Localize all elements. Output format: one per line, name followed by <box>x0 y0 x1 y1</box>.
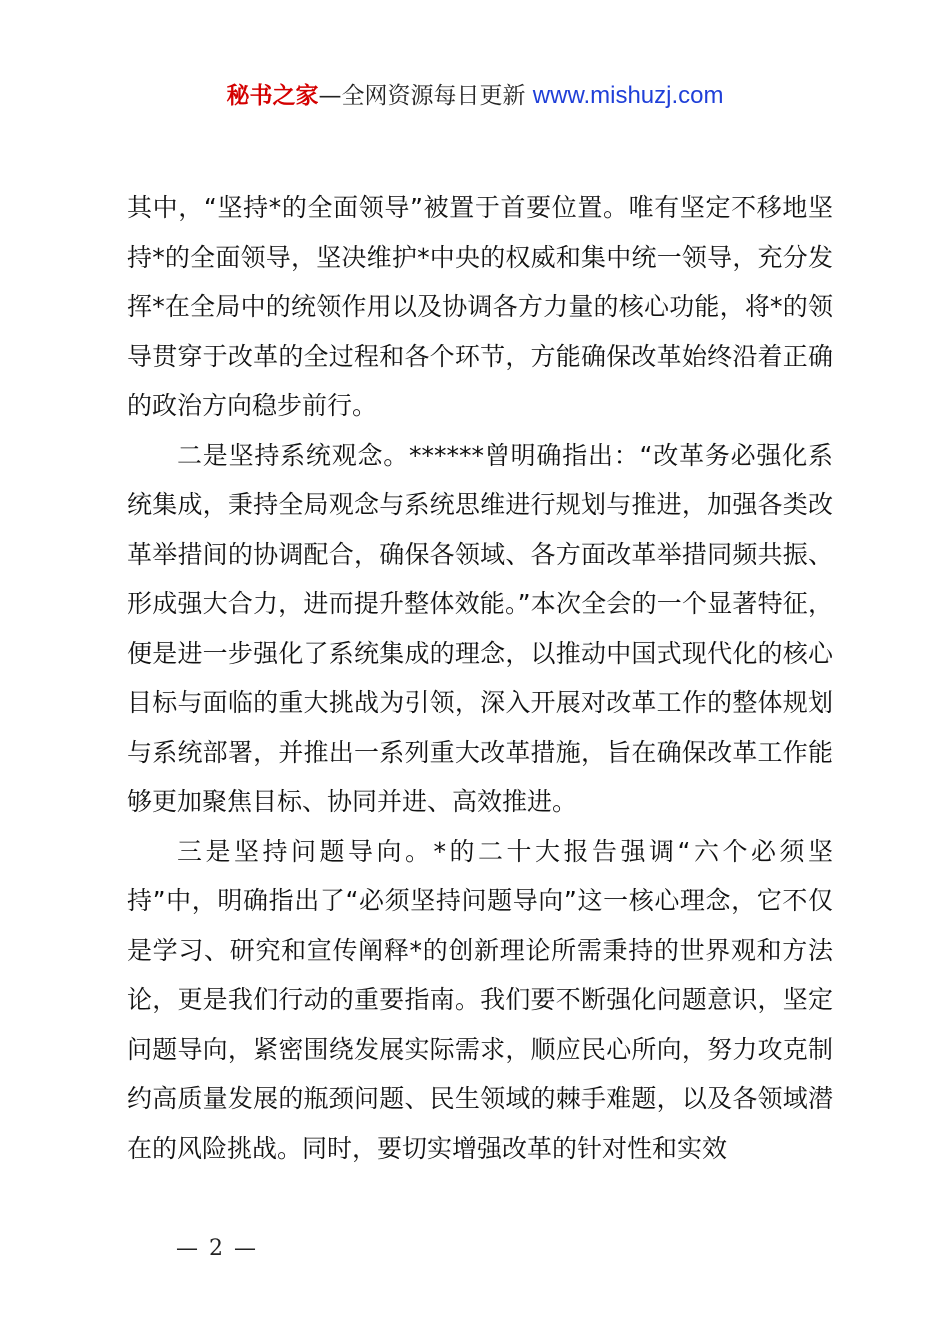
page-number: — 2 — <box>176 1236 258 1261</box>
paragraph-continuation: 其中，“坚持*的全面领导”被置于首要位置。唯有坚定不移地坚持*的全面领导，坚决维护*中央的权威和集中统一领导，充分发挥*在全局中的统领作用以及协调各方力量的核心功能，将*的领导贯穿于改革的全过程和各个环节，方能确保改革始终沿着正确的政治方向稳步前行。 <box>127 193 833 420</box>
paragraph-problem-orientation: 三是坚持问题导向。*的二十大报告强调“六个必须坚持”中，明确指出了“必须坚持问题导向”这一核心理念，它不仅是学习、研究和宣传阐释*的创新理论所需秉持的世界观和方法论，更是我们行动的重要指南。我们要不断强化问题意识，坚定问题导向，紧密围绕发展实际需求，顺应民心所向，努力攻克制约高质量发展的瓶颈问题、民生领域的棘手难题，以及各领域潜在的风险挑战。同时，要切实增强改革的针对性和实效 <box>127 836 833 1163</box>
site-header <box>0 80 950 112</box>
header-tagline: —全网资源每日更新 <box>318 83 533 109</box>
brand-name: 秘书之家 <box>226 83 319 109</box>
document-body <box>127 183 833 1173</box>
site-url-link[interactable]: www.mishuzj.com <box>532 82 724 109</box>
paragraph-system-concept: 二是坚持系统观念。******曾明确指出：“改革务必强化系统集成，秉持全局观念与系统思维进行规划与推进，加强各类改革举措间的协调配合，确保各领域、各方面改革举措同频共振、形成强大合力，进而提升整体效能。”本次全会的一个显著特征，便是进一步强化了系统集成的理念，以推动中国式现代化的核心目标与面临的重大挑战为引领，深入开展对改革工作的整体规划与系统部署，并推出一系列重大改革措施，旨在确保改革工作能够更加聚焦目标、协同并进、高效推进。 <box>127 440 833 816</box>
